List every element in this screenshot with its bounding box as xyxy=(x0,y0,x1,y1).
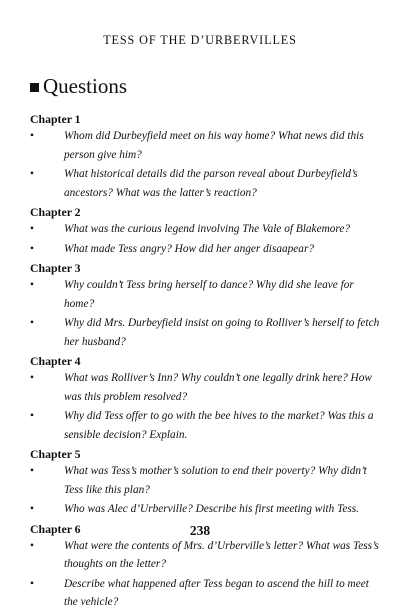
question-text: What was Rolliver’s Inn? Why couldn’t one legally drink here? How was this problem resolved? xyxy=(64,372,372,403)
chapter-block xyxy=(30,354,384,444)
question-item xyxy=(30,314,384,351)
bullet-icon: • xyxy=(30,317,34,329)
question-item xyxy=(30,462,384,499)
question-text: Why couldn’t Tess bring herself to dance? Why did she leave for home? xyxy=(64,279,354,310)
question-text: What was the curious legend involving The Vale of Blakemore? xyxy=(64,223,351,235)
bullet-icon: • xyxy=(30,410,34,422)
running-head: TESS OF THE D’URBERVILLES xyxy=(103,33,297,47)
chapter-block xyxy=(30,205,384,258)
chapter-heading: Chapter 1 xyxy=(30,112,81,126)
question-item xyxy=(30,407,384,444)
chapter-heading: Chapter 5 xyxy=(30,447,81,461)
bullet-icon: • xyxy=(30,130,34,142)
question-item xyxy=(30,127,384,164)
chapter-heading: Chapter 3 xyxy=(30,261,81,275)
question-item xyxy=(30,369,384,406)
section-heading xyxy=(30,74,127,99)
bullet-icon: • xyxy=(30,223,34,235)
section-title: Questions xyxy=(43,74,127,98)
square-bullet-icon xyxy=(30,83,39,92)
page-number: 238 xyxy=(189,523,211,538)
question-text: Who was Alec d’Urberville? Describe his first meeting with Tess. xyxy=(64,503,359,515)
bullet-icon: • xyxy=(30,168,34,180)
question-item xyxy=(30,276,384,313)
bullet-icon: • xyxy=(30,503,34,515)
chapter-block xyxy=(30,261,384,351)
bullet-icon: • xyxy=(30,577,34,590)
question-item xyxy=(30,220,384,239)
question-item xyxy=(30,240,384,259)
question-text: Describe what happened after Tess began to ascend the hill to meet the vehicle? xyxy=(64,577,369,608)
question-text: What was Tess’s mother’s solution to end their poverty? Why didn’t Tess like this plan? xyxy=(64,465,367,496)
question-text: Whom did Durbeyfield meet on his way home? What news did this person give him? xyxy=(64,130,364,161)
bullet-icon: • xyxy=(30,279,34,291)
bullet-icon: • xyxy=(30,465,34,477)
question-item xyxy=(30,537,384,574)
chapter-block xyxy=(30,447,384,519)
question-text: What historical details did the parson reveal about Durbeyfield’s ancestors? What was the latter’s reaction? xyxy=(64,168,358,199)
question-item xyxy=(30,575,384,612)
chapter-heading: Chapter 6 xyxy=(30,521,81,536)
question-text: What made Tess angry? How did her anger disaapear? xyxy=(64,242,314,255)
question-text: Why did Tess offer to go with the bee hives to the market? Was this a sensible decision? Explain. xyxy=(64,410,374,441)
bullet-icon: • xyxy=(30,372,34,384)
question-item xyxy=(30,500,384,519)
question-item xyxy=(30,165,384,202)
bullet-icon: • xyxy=(30,539,34,552)
question-text: What were the contents of Mrs. d’Urberville’s letter? What was Tess’s thoughts on the letter? xyxy=(64,539,379,570)
bullet-icon: • xyxy=(30,242,34,255)
chapter-heading: Chapter 4 xyxy=(30,354,81,368)
question-text: Why did Mrs. Durbeyfield insist on going to Rolliver’s herself to fetch her husband? xyxy=(64,317,380,348)
chapter-block xyxy=(30,112,384,202)
chapter-heading: Chapter 2 xyxy=(30,205,81,219)
